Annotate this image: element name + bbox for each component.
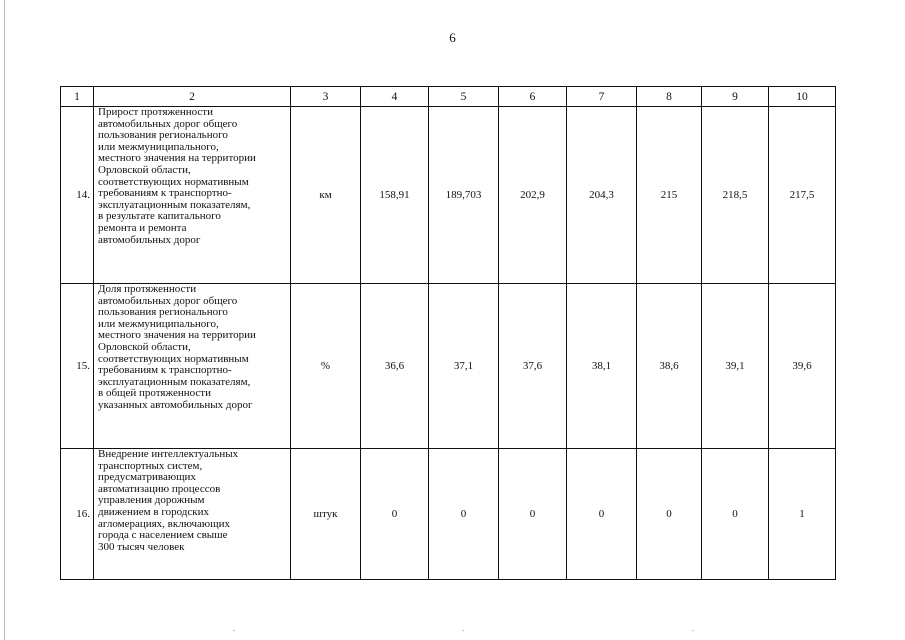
unit-cell: штук xyxy=(291,449,361,580)
value-cell: 38,1 xyxy=(567,284,637,449)
description-line: эксплуатационным показателям, xyxy=(98,375,251,388)
description-line: в результате капитального xyxy=(98,210,221,223)
header-cell: 1 xyxy=(61,87,94,107)
value-cell: 215 xyxy=(637,107,702,284)
description-line: местного значения на территории xyxy=(98,152,256,165)
description-line: 300 тысяч человек xyxy=(98,540,185,553)
table-header-row xyxy=(61,87,836,107)
value-cell: 158,91 xyxy=(361,107,429,284)
description-line: автомобильных дорог общего xyxy=(98,117,238,130)
description-line: Орловской области, xyxy=(98,340,191,353)
scan-edge-line xyxy=(4,0,5,640)
header-cell: 4 xyxy=(361,87,429,107)
value-cell: 39,1 xyxy=(702,284,769,449)
description-line: Доля протяженности xyxy=(98,283,197,295)
value-cell: 1 xyxy=(769,449,836,580)
description-line: Орловской области, xyxy=(98,163,191,176)
description-line: соответствующих нормативным xyxy=(98,352,249,365)
value-cell: 0 xyxy=(361,449,429,580)
scan-speck xyxy=(233,630,235,631)
value-cell: 218,5 xyxy=(702,107,769,284)
description-line: местного значения на территории xyxy=(98,329,256,342)
description-line: автомобильных дорог общего xyxy=(98,294,238,307)
description-line: требованиям к транспортно- xyxy=(98,187,232,200)
description-line: или межмуниципального, xyxy=(98,140,219,153)
description-line: требованиям к транспортно- xyxy=(98,364,232,377)
indicator-description xyxy=(94,284,291,449)
description-line: автомобильных дорог xyxy=(98,233,201,246)
value-cell: 0 xyxy=(637,449,702,580)
scan-speck xyxy=(692,630,694,631)
page-number: 6 xyxy=(449,30,456,45)
indicator-description xyxy=(94,449,291,580)
description-line: города с населением свыше xyxy=(98,529,228,542)
value-cell: 0 xyxy=(567,449,637,580)
value-cell: 0 xyxy=(429,449,499,580)
row-number: 15. xyxy=(61,284,94,449)
description-line: пользования регионального xyxy=(98,306,228,319)
indicators-table xyxy=(60,86,836,580)
value-cell: 0 xyxy=(499,449,567,580)
unit-cell: км xyxy=(291,107,361,284)
description-line: ремонта и ремонта xyxy=(98,221,187,234)
header-cell: 10 xyxy=(769,87,836,107)
value-cell: 37,1 xyxy=(429,284,499,449)
unit-cell: % xyxy=(291,284,361,449)
description-line: транспортных систем, xyxy=(98,459,203,472)
header-cell: 5 xyxy=(429,87,499,107)
description-line: Прирост протяженности xyxy=(98,106,213,118)
value-cell: 0 xyxy=(702,449,769,580)
header-cell: 8 xyxy=(637,87,702,107)
scan-speck xyxy=(462,630,464,631)
description-line: агломерациях, включающих xyxy=(98,517,230,530)
header-cell: 7 xyxy=(567,87,637,107)
value-cell: 217,5 xyxy=(769,107,836,284)
description-line: Внедрение интеллектуальных xyxy=(98,448,239,460)
value-cell: 36,6 xyxy=(361,284,429,449)
description-line: соответствующих нормативным xyxy=(98,175,249,188)
indicator-description xyxy=(94,107,291,284)
description-line: автоматизацию процессов xyxy=(98,482,221,495)
description-line: предусматривающих xyxy=(98,471,196,484)
value-cell: 202,9 xyxy=(499,107,567,284)
description-line: в общей протяженности xyxy=(98,387,211,400)
header-cell: 6 xyxy=(499,87,567,107)
description-line: движением в городских xyxy=(98,505,209,518)
description-line: указанных автомобильных дорог xyxy=(98,398,253,411)
table-row xyxy=(61,284,836,449)
table-row xyxy=(61,107,836,284)
description-line: или межмуниципального, xyxy=(98,317,219,330)
header-cell: 2 xyxy=(94,87,291,107)
value-cell: 38,6 xyxy=(637,284,702,449)
row-number: 16. xyxy=(61,449,94,580)
value-cell: 39,6 xyxy=(769,284,836,449)
description-line: управления дорожным xyxy=(98,494,205,507)
value-cell: 204,3 xyxy=(567,107,637,284)
description-line: пользования регионального xyxy=(98,129,228,142)
header-cell: 9 xyxy=(702,87,769,107)
table-row xyxy=(61,449,836,580)
value-cell: 37,6 xyxy=(499,284,567,449)
row-number: 14. xyxy=(61,107,94,284)
header-cell: 3 xyxy=(291,87,361,107)
value-cell: 189,703 xyxy=(429,107,499,284)
description-line: эксплуатационным показателям, xyxy=(98,198,251,211)
